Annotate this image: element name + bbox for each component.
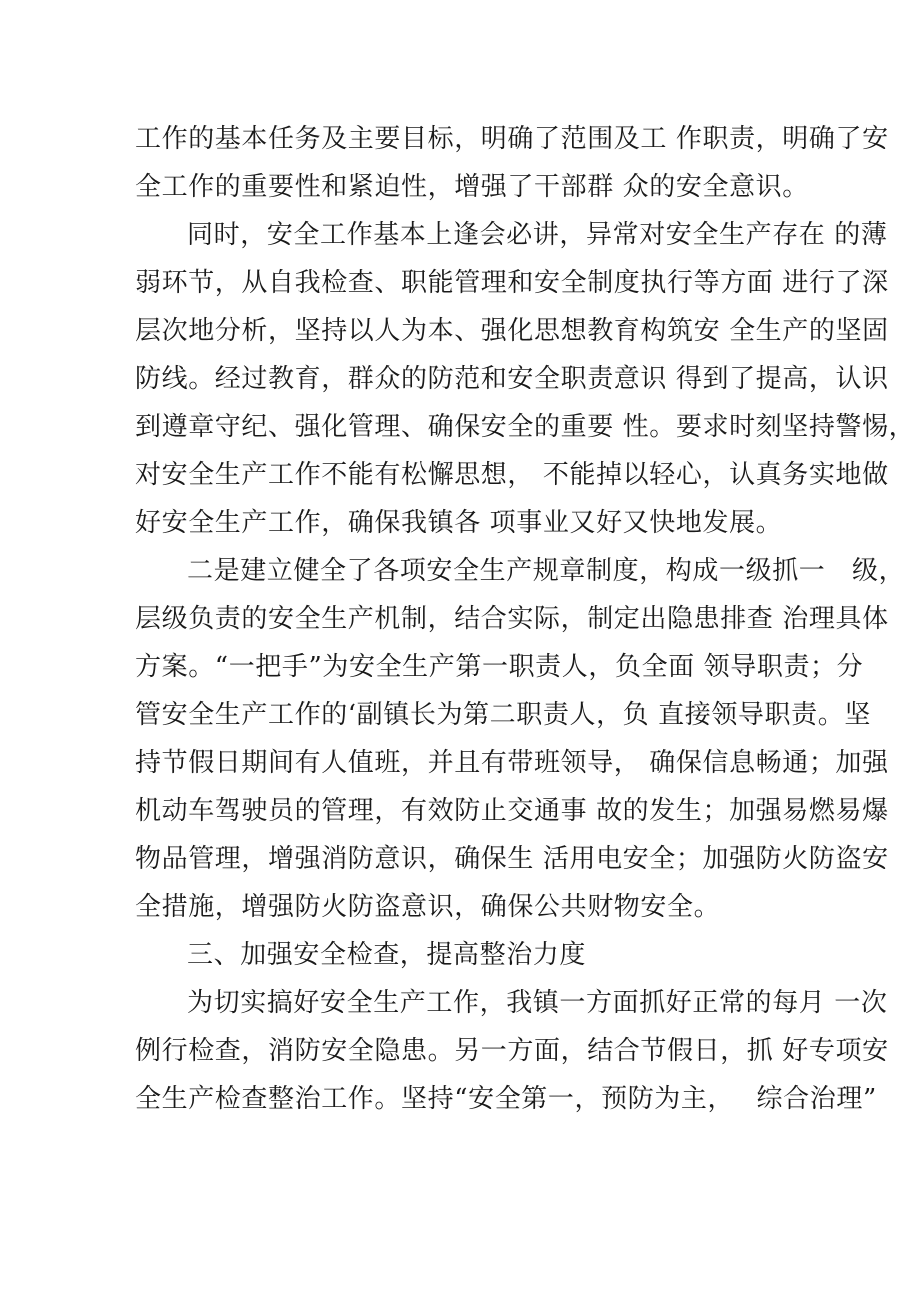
text-line: 全生产检查整治工作。坚持“安全第一，预防为主， 综合治理” (135, 1084, 877, 1114)
text-line: 工作的基本任务及主要目标，明确了范围及工 作职责，明确了安 (135, 124, 889, 154)
text-line: 层次地分析，坚持以人为本、强化思想教育构筑安 全生产的坚固 (135, 316, 889, 346)
paragraph-first-line: 二是建立健全了各项安全生产规章制度，构成一级抓一 级， (187, 556, 906, 586)
text-line: 全工作的重要性和紧迫性，增强了干部群 众的安全意识。 (135, 172, 809, 202)
text-line: 持节假日期间有人值班，并且有带班领导， 确保信息畅通；加强 (135, 748, 889, 778)
section-heading: 三、加强安全检查，提高整治力度 (187, 940, 587, 970)
text-line: 管安全生产工作的‘副镇长为第二职责人，负 直接领导职责。坚 (135, 700, 871, 730)
text-line: 机动车驾驶员的管理，有效防止交通事 故的发生；加强易燃易爆 (135, 796, 889, 826)
paragraph-first-line: 同时，安全工作基本上逢会必讲，异常对安全生产存在 的薄 (187, 220, 888, 250)
text-line: 例行检查，消防安全隐患。另一方面，结合节假日，抓 好专项安 (135, 1036, 889, 1066)
text-line: 防线。经过教育，群众的防范和安全职责意识 得到了提高，认识 (135, 364, 889, 394)
text-line: 层级负责的安全生产机制，结合实际，制定出隐患排查 治理具体 (135, 604, 889, 634)
text-line: 弱环节，从自我检查、职能管理和安全制度执行等方面 进行了深 (135, 268, 889, 298)
paragraph-first-line: 为切实搞好安全生产工作，我镇一方面抓好正常的每月 一次 (187, 988, 888, 1018)
text-line: 物品管理，增强消防意识，确保生 活用电安全；加强防火防盗安 (135, 844, 889, 874)
text-line: 对安全生产工作不能有松懈思想， 不能掉以轻心，认真务实地做 (135, 460, 889, 490)
text-line: 全措施，增强防火防盗意识，确保公共财物安全。 (135, 892, 721, 922)
text-line: 到遵章守纪、强化管理、确保安全的重要 性。要求时刻坚持警惕， (135, 412, 916, 442)
text-line: 好安全生产工作，确保我镇各 项事业又好又快地发展。 (135, 508, 783, 538)
text-line: 方案。“一把手”为安全生产第一职责人，负全面 领导职责；分 (135, 652, 864, 682)
